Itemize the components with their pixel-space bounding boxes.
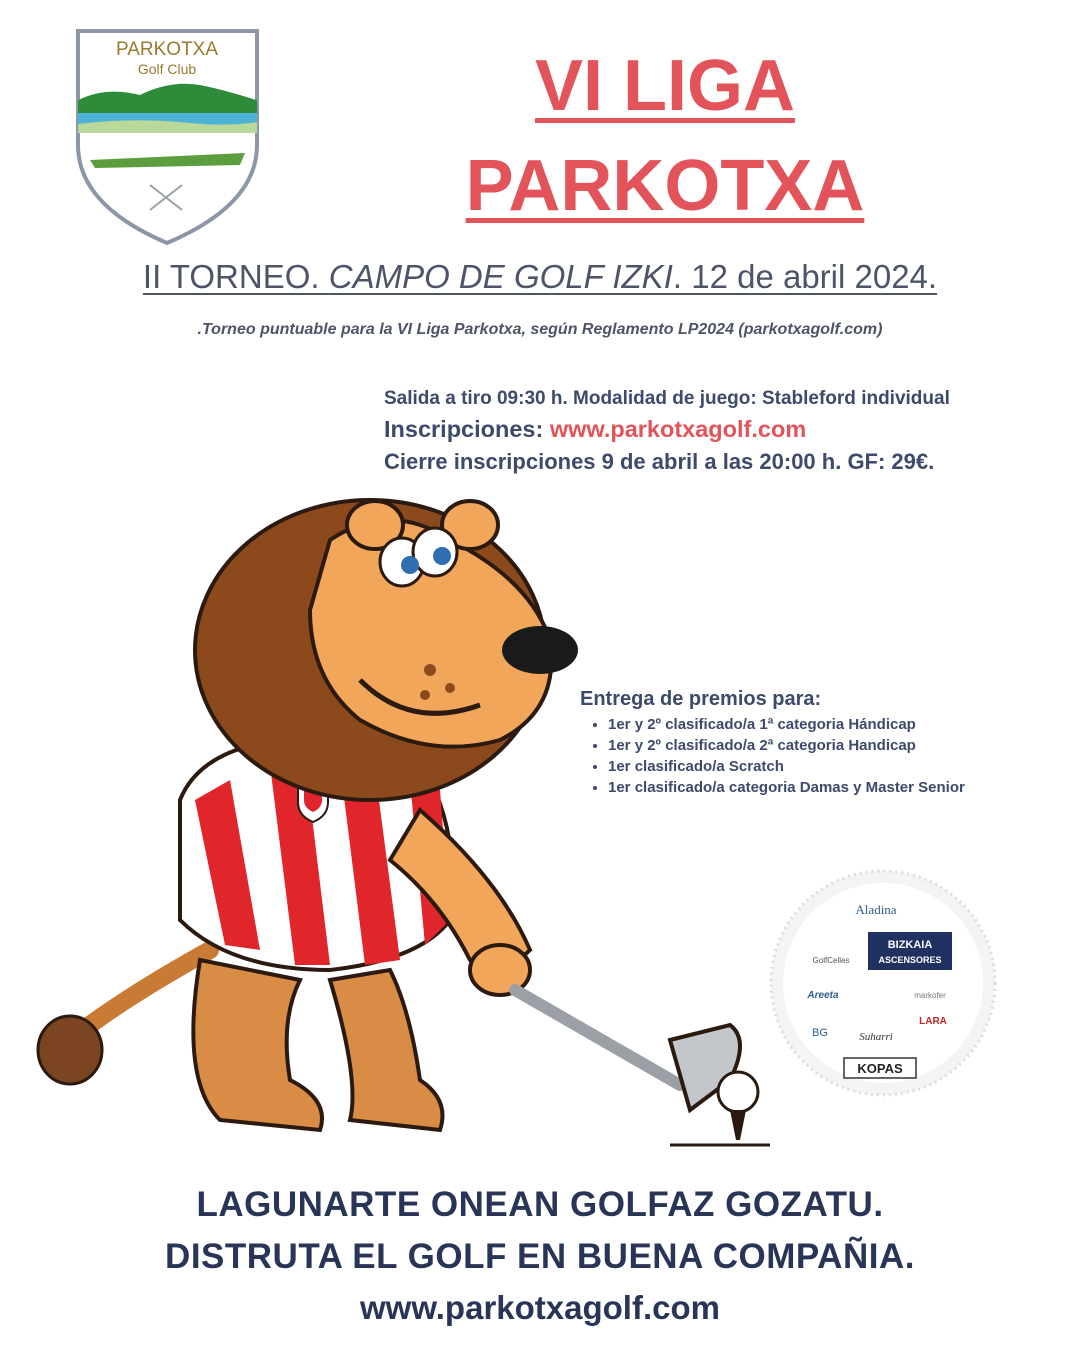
slogan-basque: LAGUNARTE ONEAN GOLFAZ GOZATU. [196,1185,884,1224]
sponsor-ascensores: ASCENSORES [878,955,942,965]
start-info: Salida a tiro 09:30 h. Modalidad de juego: Stableford individual [384,388,950,409]
title-line-2: PARKOTXA [465,146,865,226]
logo-subname: Golf Club [137,61,197,77]
logo-name: PARKOTXA [115,39,219,60]
prizes-list [580,716,1050,796]
sponsor-lara: LARA [919,1016,947,1027]
sponsor-golfcelles: GolfCelles [812,956,850,965]
tournament-note: .Torneo puntuable para la VI Liga Parkotxa, según Reglamento LP2024 (parkotxagolf.com) [197,321,883,338]
tournament-subtitle [0,258,1080,296]
prize-item: • 1er clasificado/a Scratch [608,758,1050,775]
subtitle-part-1: II TORNEO. [142,258,329,295]
prizes-heading: Entrega de premios para: [580,688,822,710]
info-block [384,388,1044,475]
registration-close: Cierre inscripciones 9 de abril a las 20:00 h. GF: 29€. [384,449,935,474]
sponsor-suharri: Suharri [859,1031,893,1043]
sponsor-bg: BG [812,1027,828,1039]
prize-item: • 1er y 2º clasificado/a 2ª categoria Handicap [608,737,1050,754]
prize-item: • 1er clasificado/a categoria Damas y Master Senior [608,779,1050,796]
sponsors-badge [768,868,998,1098]
sponsor-areeta: Areeta [807,990,839,1001]
sponsor-aladina: Aladina [855,902,897,917]
registration-label: Inscripciones: [384,416,550,442]
registration-link[interactable]: www.parkotxagolf.com [549,416,807,442]
registration-line [384,416,1044,443]
sponsor-bizkaia: BIZKAIA [887,939,933,951]
sponsor-kopas: KOPAS [857,1061,903,1076]
prizes-block [580,688,1050,800]
slogan-spanish: DISTRUTA EL GOLF EN BUENA COMPAÑIA. [165,1237,915,1276]
lion-golfer-illustration [30,480,790,1160]
footer-url-link[interactable]: www.parkotxagolf.com [359,1289,720,1326]
sponsor-markofer: markofer [914,991,946,1000]
title-line-1: VI LIGA [534,46,795,126]
subtitle-part-2: . 12 de abril 2024. [672,258,938,295]
subtitle-venue: CAMPO DE GOLF IZKI [328,258,673,295]
prize-item: • 1er y 2º clasificado/a 1ª categoria Hándicap [608,716,1050,733]
club-logo [70,25,265,250]
footer-slogan [0,1185,1080,1327]
